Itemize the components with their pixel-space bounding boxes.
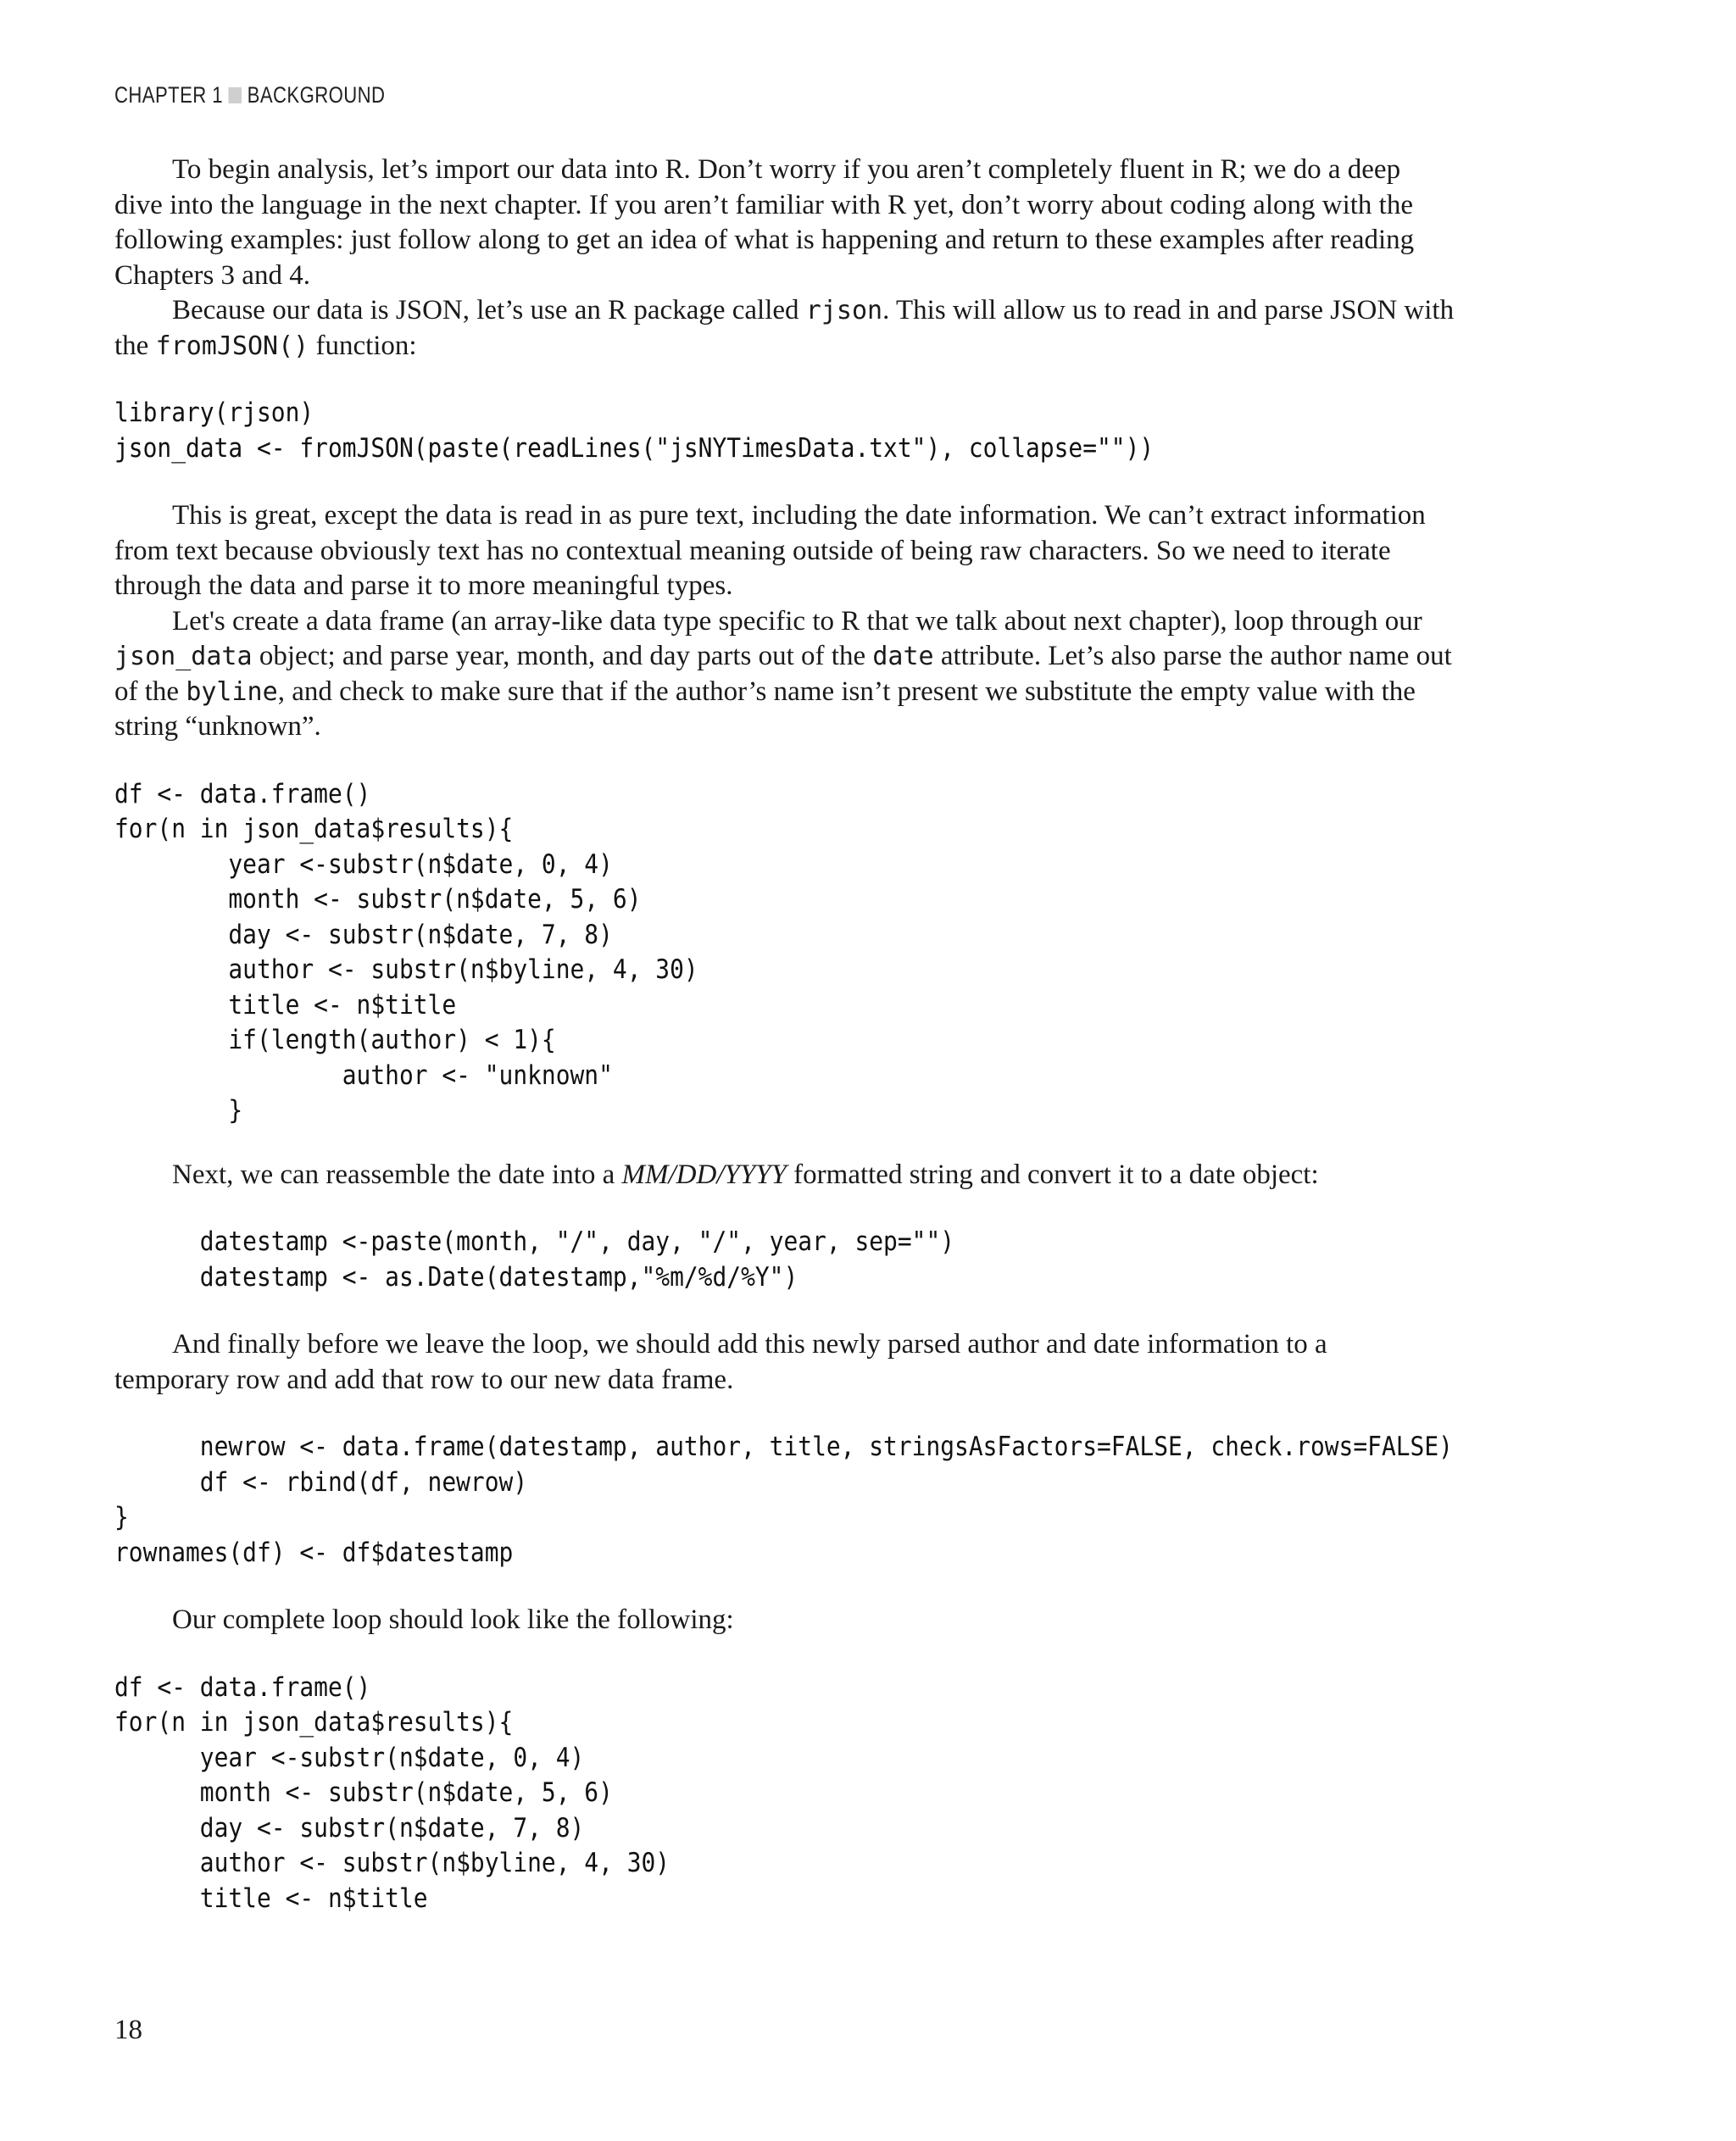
text-line [114, 1158, 1598, 1193]
text-span: , and check to make sure that if the author’s name isn’t present we substitute the empty value with the [277, 676, 1416, 707]
text-line: string “unknown”. [114, 711, 321, 742]
spacer [114, 745, 1598, 777]
inline-code: fromJSON() [155, 331, 309, 361]
page-body [114, 153, 1598, 1916]
code-block-datestamp: datestamp <-paste(month, "/", day, "/", year, sep="") datestamp <- as.Date(datestamp,"%m/%d/%Y") [199, 1226, 955, 1293]
paragraph-pure-text [114, 498, 1598, 604]
code-block-newrow: newrow <- data.frame(datestamp, author, title, stringsAsFactors=FALSE, check.rows=FALSE) df <- rbind(df, newrow) } rownames(df) <- df$datestamp [114, 1432, 1453, 1568]
separator-square-icon [229, 87, 242, 103]
section-label: BACKGROUND [247, 82, 386, 108]
text-line: Let's create a data frame (an array-like data type specific to R that we talk about next chapter), loop through our [172, 605, 1422, 637]
paragraph-reassemble-date [114, 1158, 1598, 1193]
code-block-complete: df <- data.frame() for(n in json_data$results){ year <-substr(n$date, 0, 4) month <- substr(n$date, 5, 6) day <- substr(n$date, 7, 8) author <- substr(n$byline, 4, 30) title <- n$title [114, 1671, 670, 1914]
text-span: of the [114, 676, 186, 707]
code-block-loop: df <- data.frame() for(n in json_data$results){ year <-substr(n$date, 0, 4) month <- substr(n$date, 5, 6) day <- substr(n$date, 7, 8) author <- substr(n$byline, 4, 30) title <- n$title if(length(author) < 1){ author <- "unknown" } [114, 778, 698, 1126]
text-line: from text because obviously text has no contextual meaning outside of being raw characters. So we need to iterate [114, 535, 1391, 566]
paragraph-intro [114, 153, 1598, 293]
text-line [114, 675, 1598, 710]
inline-code: date [872, 642, 934, 671]
spacer [114, 1638, 1598, 1671]
spacer [114, 1193, 1598, 1225]
text-line: Our complete loop should look like the following: [172, 1604, 734, 1635]
spacer [114, 466, 1598, 498]
text-span: . This will allow us to read in and parse JSON with [882, 295, 1455, 325]
spacer [114, 1571, 1598, 1603]
text-line [114, 293, 1598, 329]
text-span: object; and parse year, month, and day parts out of the [252, 641, 873, 671]
spacer [114, 1295, 1598, 1327]
spacer [114, 1398, 1598, 1430]
text-span: attribute. Let’s also parse the author name out [933, 641, 1452, 671]
paragraph-finally [114, 1327, 1598, 1398]
text-span: Because our data is JSON, let’s use an R package called [172, 295, 806, 325]
paragraph-complete-loop [114, 1603, 1598, 1638]
inline-code: byline [186, 676, 278, 707]
running-head [114, 82, 385, 108]
text-line: To begin analysis, let’s import our data into R. Don’t worry if you aren’t completely fluent in R; we do a deep [172, 154, 1401, 185]
emphasis-format: MM/DD/YYYY [621, 1159, 787, 1190]
spacer [114, 364, 1598, 396]
text-line [114, 329, 1598, 364]
text-line: dive into the language in the next chapter. If you aren’t familiar with R yet, don’t worry about coding along with the [114, 189, 1413, 220]
text-span: function: [309, 330, 417, 361]
text-line: temporary row and add that row to our new data frame. [114, 1364, 734, 1395]
page-number: 18 [114, 2015, 142, 2045]
paragraph-rjson [114, 293, 1598, 364]
text-line [114, 639, 1598, 675]
text-line: This is great, except the data is read in as pure text, including the date information. We can’t extract information [172, 500, 1426, 531]
text-span: the [114, 330, 156, 361]
spacer [114, 1129, 1598, 1158]
text-span: formatted string and convert it to a date object: [786, 1159, 1319, 1190]
text-line: following examples: just follow along to get an idea of what is happening and return to these examples after reading [114, 225, 1415, 255]
paragraph-data-frame [114, 604, 1598, 745]
chapter-label: CHAPTER 1 [114, 82, 223, 108]
text-span: Next, we can reassemble the date into a [172, 1159, 622, 1190]
text-line: through the data and parse it to more meaningful types. [114, 570, 733, 601]
text-line: And finally before we leave the loop, we should add this newly parsed author and date information to a [172, 1329, 1327, 1360]
inline-code: rjson [805, 296, 883, 325]
code-block-import: library(rjson) json_data <- fromJSON(paste(readLines("jsNYTimesData.txt"), collapse="")) [114, 398, 1155, 464]
text-line: Chapters 3 and 4. [114, 259, 310, 291]
inline-code: json_data [114, 642, 253, 671]
